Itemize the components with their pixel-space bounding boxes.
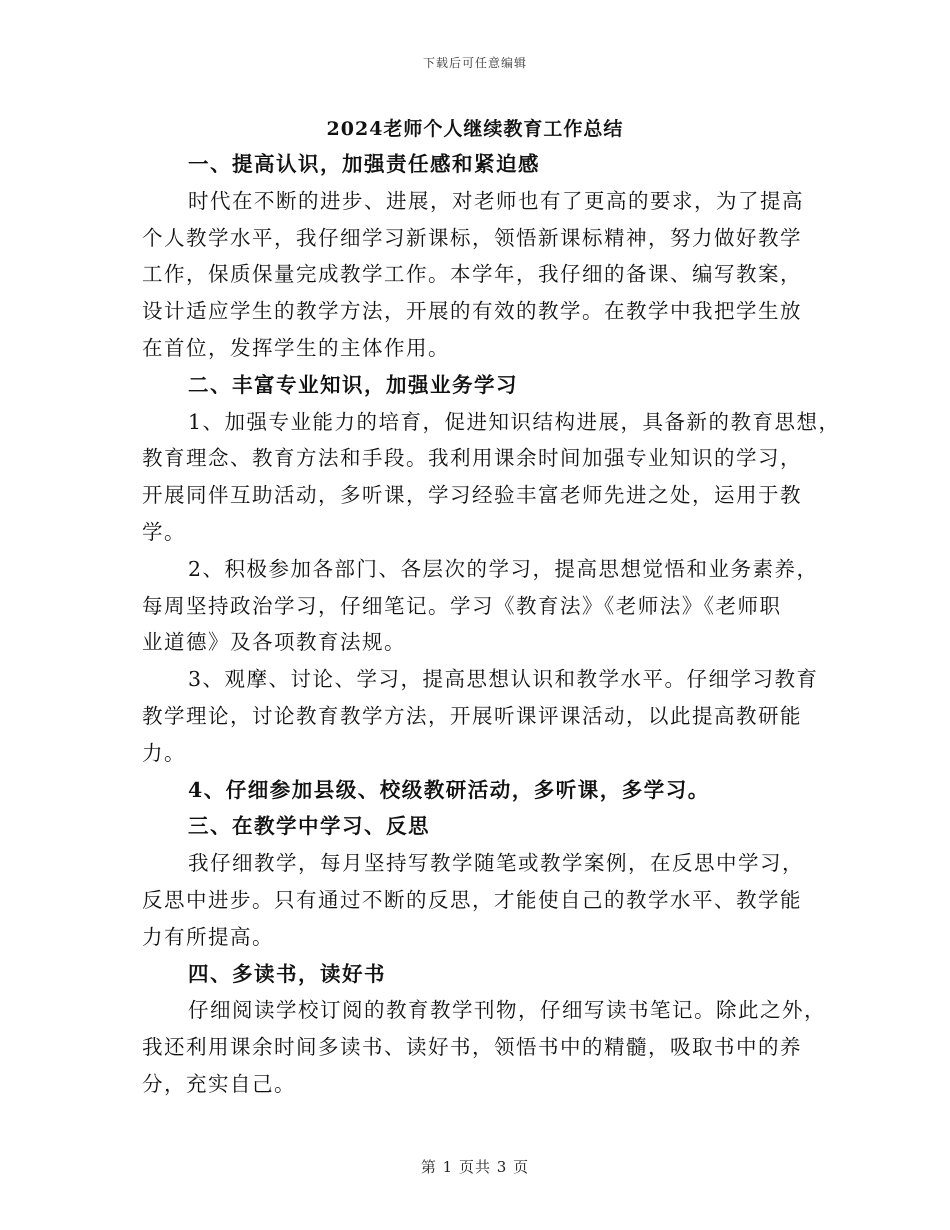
body-text-line: 力。 <box>142 740 186 765</box>
document-body <box>142 146 841 1103</box>
body-text-line: 在首位，发挥学生的主体作用。 <box>142 335 450 360</box>
page-number: 第 1 页共 3 页 <box>420 1158 530 1176</box>
body-text-line: 我仔细教学，每月坚持写教学随笔或教学案例，在反思中学习， <box>188 851 804 876</box>
body-text-line: 反思中进步。只有通过不断的反思，才能使自己的教学水平、教学能 <box>142 887 802 912</box>
body-text-line: 仔细阅读学校订阅的教育教学刊物，仔细写读书笔记。除此之外， <box>188 998 826 1023</box>
body-text-line: 设计适应学生的教学方法，开展的有效的教学。在教学中我把学生放 <box>142 299 802 324</box>
body-text-line: 力有所提高。 <box>142 924 274 949</box>
body-text-line: 我还利用课余时间多读书、读好书，领悟书中的精髓，吸取书中的养 <box>142 1035 802 1060</box>
section-heading: 四、多读书，读好书 <box>188 961 386 986</box>
body-text-line: 开展同伴互助活动，多听课，学习经验丰富老师先进之处，运用于教 <box>142 483 802 508</box>
body-text-line: 时代在不断的进步、进展，对老师也有了更高的要求，为了提高 <box>188 188 804 213</box>
section-heading: 4、仔细参加县级、校级教研活动，多听课，多学习。 <box>188 777 710 802</box>
header-note: 下载后可任意编辑 <box>422 56 527 70</box>
body-text-line: 教学理论，讨论教育教学方法，开展听课评课活动，以此提高教研能 <box>142 703 802 728</box>
body-text-line: 1、加强专业能力的培育，促进知识结构进展，具备新的教育思想， <box>188 409 841 434</box>
body-text-line: 分，充实自己。 <box>142 1071 296 1096</box>
section-heading: 三、在教学中学习、反思 <box>188 814 430 839</box>
body-text-line: 个人教学水平，我仔细学习新课标，领悟新课标精神，努力做好教学 <box>142 225 802 250</box>
body-text-line: 2、积极参加各部门、各层次的学习，提高思想觉悟和业务素养， <box>188 556 819 581</box>
body-text-line: 教育理念、教育方法和手段。我利用课余时间加强专业知识的学习， <box>142 446 802 471</box>
document-title: 2024老师个人继续教育工作总结 <box>326 118 624 140</box>
section-heading: 二、丰富专业知识，加强业务学习 <box>188 372 518 397</box>
body-text-line: 3、观摩、讨论、学习，提高思想认识和教学水平。仔细学习教育 <box>188 667 819 692</box>
body-text-line: 业道德》及各项教育法规。 <box>142 630 406 655</box>
body-text-line: 学。 <box>142 519 186 544</box>
body-text-line: 每周坚持政治学习，仔细笔记。学习《教育法》《老师法》《老师职 <box>142 593 782 618</box>
section-heading: 一、提高认识，加强责任感和紧迫感 <box>188 152 540 176</box>
body-text-line: 工作，保质保量完成教学工作。本学年，我仔细的备课、编写教案， <box>142 262 802 287</box>
